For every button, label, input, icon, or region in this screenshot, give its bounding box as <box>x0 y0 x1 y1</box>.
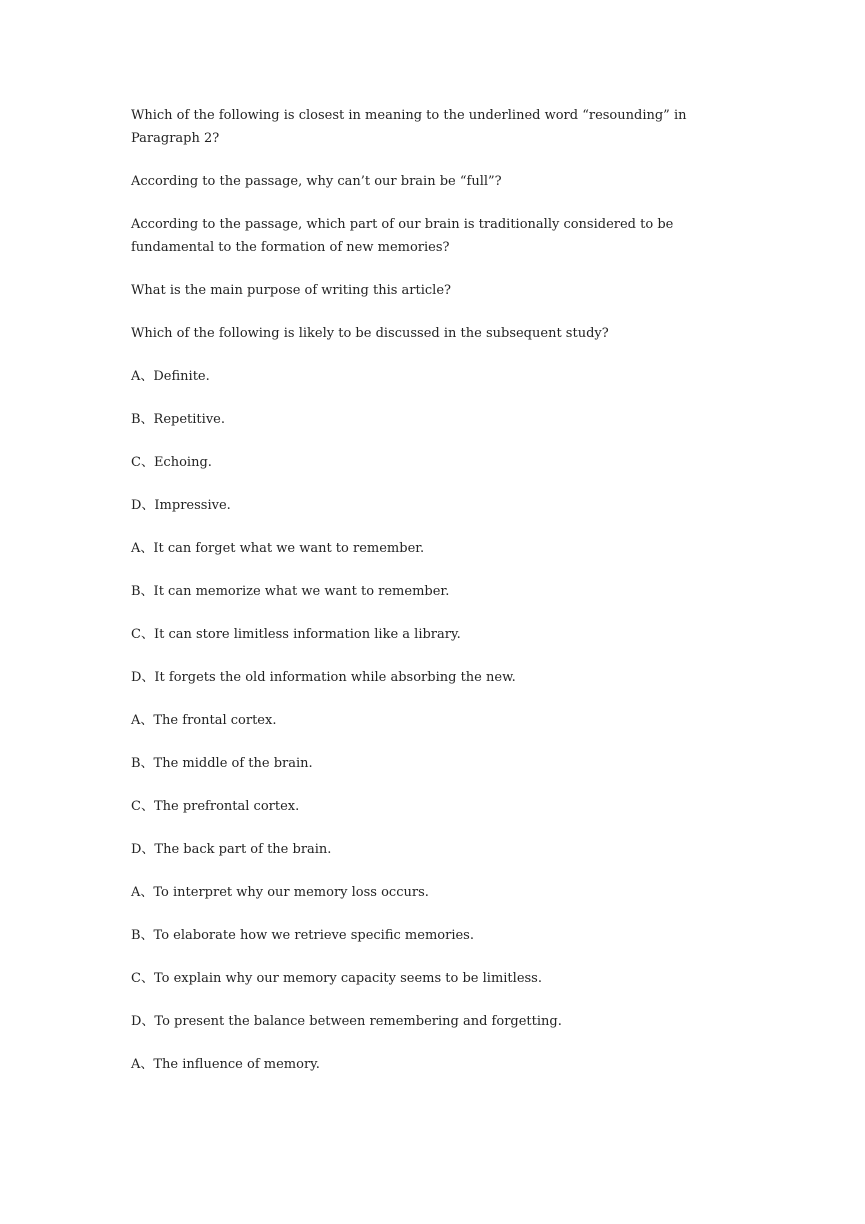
q4-option-a: A、To interpret why our memory loss occurs. <box>131 885 429 900</box>
q2-option-d: D、It forgets the old information while absorbing the new. <box>131 670 516 685</box>
q1-option-a: A、Definite. <box>131 369 210 384</box>
q2-option-b: B、It can memorize what we want to remember. <box>131 584 450 599</box>
q3-option-b: B、The middle of the brain. <box>131 756 313 771</box>
question-5: Which of the following is likely to be discussed in the subsequent study? <box>131 326 609 341</box>
q5-option-a: A、The influence of memory. <box>131 1057 320 1072</box>
q4-option-b: B、To elaborate how we retrieve specific memories. <box>131 928 474 943</box>
q2-option-c: C、It can store limitless information like a library. <box>131 627 461 642</box>
question-4: What is the main purpose of writing this article? <box>131 283 452 298</box>
q2-option-a: A、It can forget what we want to remember. <box>131 541 425 556</box>
q3-option-a: A、The frontal cortex. <box>131 713 277 728</box>
question-1: Which of the following is closest in meaning to the underlined word “resounding” in Paragraph 2? <box>131 108 691 146</box>
question-2: According to the passage, why can’t our brain be “full”? <box>131 174 502 189</box>
q4-option-d: D、To present the balance between remembering and forgetting. <box>131 1014 562 1029</box>
q4-option-c: C、To explain why our memory capacity seems to be limitless. <box>131 971 542 986</box>
q1-option-d: D、Impressive. <box>131 498 231 513</box>
question-3: According to the passage, which part of our brain is traditionally considered to be fundamental to the formation of new memories? <box>131 217 678 255</box>
q3-option-d: D、The back part of the brain. <box>131 842 332 857</box>
q1-option-b: B、Repetitive. <box>131 412 225 427</box>
document-page <box>131 104 743 1096</box>
q3-option-c: C、The prefrontal cortex. <box>131 799 300 814</box>
q1-option-c: C、Echoing. <box>131 455 212 470</box>
